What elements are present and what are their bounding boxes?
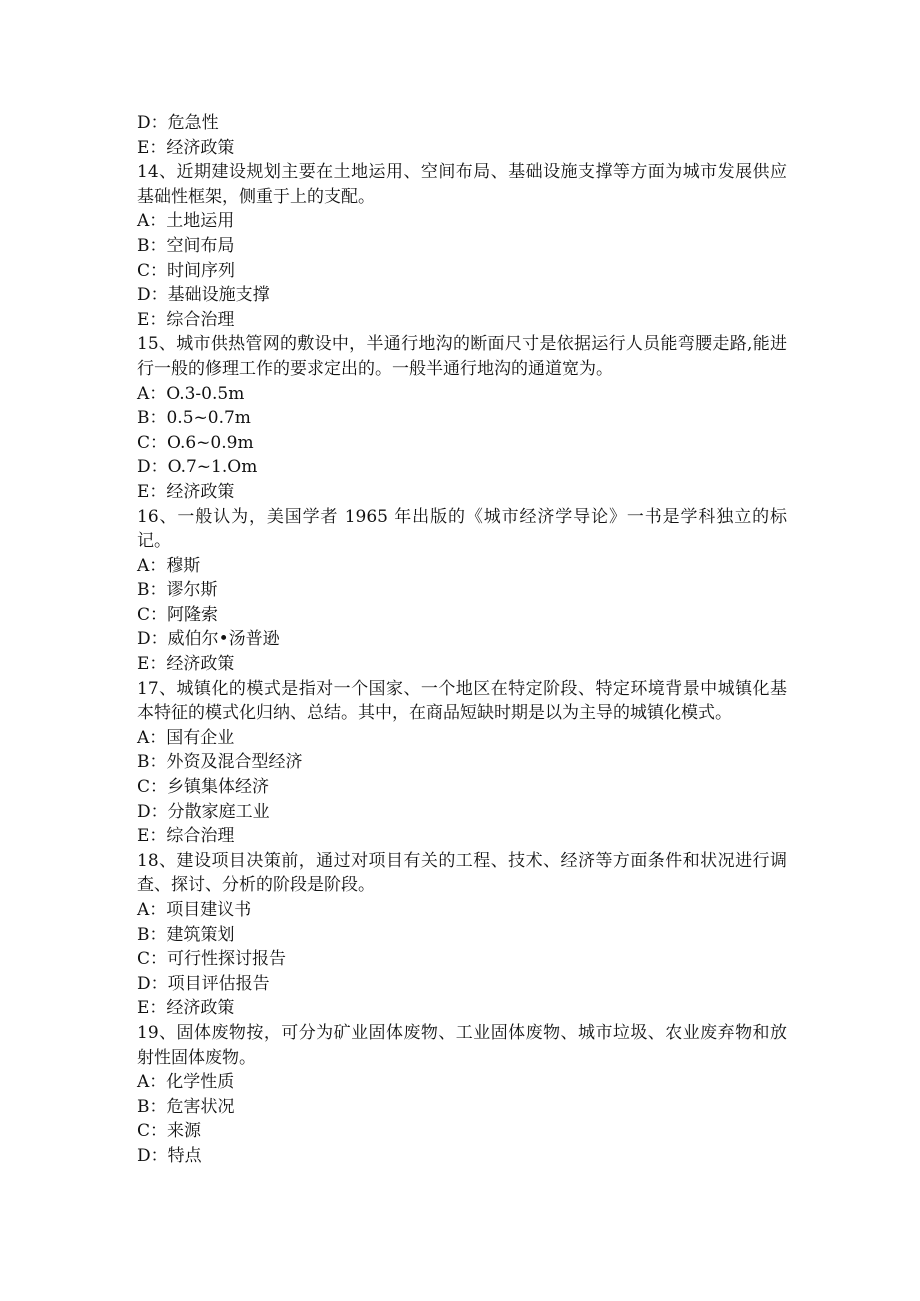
option-line: D：O.7~1.Om [137, 457, 258, 478]
option-line: E：经济政策 [137, 654, 235, 675]
option-line: D：分散家庭工业 [137, 801, 270, 822]
option-line: B：危害状况 [137, 1096, 235, 1117]
question-line: 17、城镇化的模式是指对一个国家、一个地区在特定阶段、特定环境背景中城镇化基本特征的模式化归纳、总结。其中，在商品短缺时期是以为主导的城镇化模式。 [137, 678, 787, 724]
question-line: 18、建设项目决策前，通过对项目有关的工程、技术、经济等方面条件和状况进行调查、探讨、分析的阶段是阶段。 [137, 850, 787, 896]
option-line: E：经济政策 [137, 137, 235, 158]
option-line: B：0.5~0.7m [137, 408, 251, 429]
option-line: B：谬尔斯 [137, 580, 218, 601]
question-line: 19、固体废物按，可分为矿业固体废物、工业固体废物、城市垃圾、农业废弃物和放射性固体废物。 [137, 1022, 787, 1068]
option-line: D：危急性 [137, 113, 219, 133]
option-line: C：来源 [137, 1121, 202, 1142]
option-line: A：穆斯 [137, 555, 201, 576]
option-line: E：综合治理 [137, 309, 235, 330]
option-line: A：土地运用 [137, 211, 235, 232]
option-line: E：综合治理 [137, 826, 235, 847]
option-line: D：项目评估报告 [137, 973, 270, 994]
option-line: E：经济政策 [137, 998, 235, 1019]
option-line: B：建筑策划 [137, 924, 235, 945]
option-line: C：乡镇集体经济 [137, 777, 270, 798]
option-line: A：国有企业 [137, 727, 235, 748]
option-line: D：基础设施支撑 [137, 285, 270, 306]
question-line: 15、城市供热管网的敷设中，半通行地沟的断面尺寸是依据运行人员能弯腰走路,能进行一般的修理工作的要求定出的。一般半通行地沟的通道宽为。 [137, 334, 787, 379]
option-line: C：O.6~0.9m [137, 432, 254, 453]
option-line: C：阿隆索 [137, 604, 219, 625]
option-line: A：化学性质 [137, 1072, 235, 1093]
option-line: E：经济政策 [137, 481, 235, 502]
document-body [137, 111, 787, 1169]
option-line: C：时间序列 [137, 260, 236, 281]
option-line: D：威伯尔•汤普逊 [137, 629, 280, 650]
option-line: B：空间布局 [137, 235, 235, 256]
option-line: D：特点 [137, 1145, 202, 1166]
question-line: 14、近期建设规划主要在土地运用、空间布局、基础设施支撑等方面为城市发展供应基础性框架，侧重于上的支配。 [137, 162, 787, 207]
option-line: B：外资及混合型经济 [137, 752, 303, 773]
option-line: A：O.3-0.5m [137, 383, 245, 404]
option-line: A：项目建议书 [137, 900, 252, 920]
question-line: 16、一般认为，美国学者 1965 年出版的《城市经济学导论》一书是学科独立的标记。 [137, 506, 787, 552]
option-line: C：可行性探讨报告 [137, 949, 287, 970]
